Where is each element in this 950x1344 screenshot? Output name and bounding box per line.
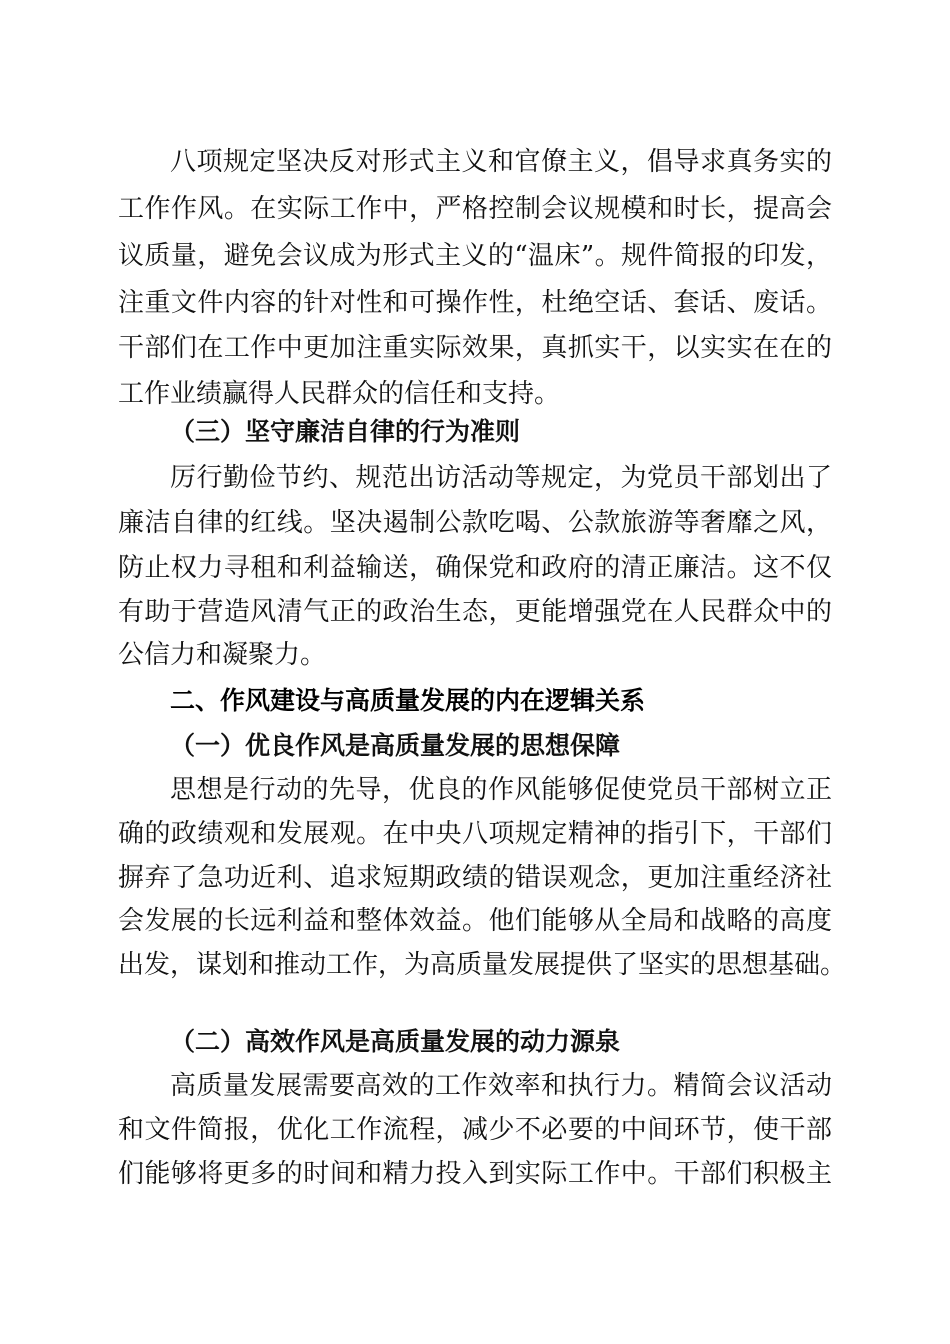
paragraph-1-line-2: 工作作风。在实际工作中，严格控制会议规模和时长，提高会 <box>118 194 832 224</box>
paragraph-3-line-5: 出发，谋划和推动工作，为高质量发展提供了坚实的思想基础。 <box>118 950 847 980</box>
paragraph-3-line-3: 摒弃了急功近利、追求短期政绩的错误观念，更加注重经济社 <box>118 863 832 893</box>
subheading-2: （二）高效作风是高质量发展的动力源泉 <box>170 1027 621 1056</box>
paragraph-1-line-5: 干部们在工作中更加注重实际效果，真抓实干，以实实在在的 <box>118 333 832 363</box>
paragraph-1-line-1: 八项规定坚决反对形式主义和官僚主义，倡导求真务实的 <box>170 147 832 177</box>
paragraph-3-line-1: 思想是行动的先导，优良的作风能够促使党员干部树立正 <box>170 775 832 805</box>
paragraph-4-line-2: 和文件简报，优化工作流程，减少不必要的中间环节，使干部 <box>118 1115 832 1145</box>
paragraph-1-line-3: 议质量，避免会议成为形式主义的“温床”。规件简报的印发， <box>118 241 832 271</box>
paragraph-2-line-2: 廉洁自律的红线。坚决遏制公款吃喝、公款旅游等奢靡之风， <box>118 508 832 538</box>
subheading-3: （三）坚守廉洁自律的行为准则 <box>170 417 521 446</box>
paragraph-3-line-2: 确的政绩观和发展观。在中央八项规定精神的指引下，干部们 <box>118 819 832 849</box>
paragraph-2-line-4: 有助于营造风清气正的政治生态，更能增强党在人民群众中的 <box>118 597 832 627</box>
paragraph-3-line-4: 会发展的长远利益和整体效益。他们能够从全局和战略的高度 <box>118 906 832 936</box>
subheading-1: （一）优良作风是高质量发展的思想保障 <box>170 731 621 760</box>
paragraph-4-line-3: 们能够将更多的时间和精力投入到实际工作中。干部们积极主 <box>118 1159 832 1189</box>
paragraph-4-line-1: 高质量发展需要高效的工作效率和执行力。精简会议活动 <box>170 1071 832 1101</box>
paragraph-2-line-5: 公信力和凝聚力。 <box>118 640 327 670</box>
paragraph-1-line-6: 工作业绩赢得人民群众的信任和支持。 <box>118 379 561 409</box>
section-2-heading: 二、作风建设与高质量发展的内在逻辑关系 <box>170 686 646 715</box>
paragraph-1-line-4: 注重文件内容的针对性和可操作性，杜绝空话、套话、废话。 <box>118 288 832 318</box>
paragraph-2-line-1: 厉行勤俭节约、规范出访活动等规定，为党员干部划出了 <box>170 463 832 493</box>
paragraph-2-line-3: 防止权力寻租和利益输送，确保党和政府的清正廉洁。这不仅 <box>118 553 832 583</box>
